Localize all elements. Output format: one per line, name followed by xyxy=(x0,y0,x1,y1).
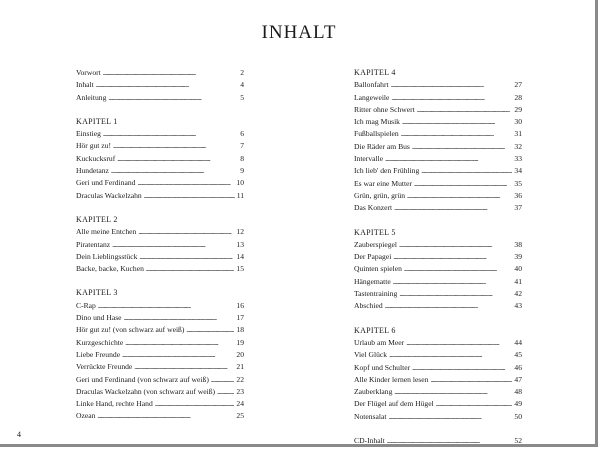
toc-entry xyxy=(354,79,522,91)
dot-leader xyxy=(407,190,512,202)
toc-entry-title: Hundetanz xyxy=(76,166,109,176)
dot-leader xyxy=(186,324,234,336)
toc-entry xyxy=(354,263,522,275)
toc-entry xyxy=(76,251,244,263)
dot-leader xyxy=(406,337,512,349)
dot-leader xyxy=(124,312,235,324)
toc-entry-page: 8 xyxy=(240,153,244,163)
toc-entry xyxy=(76,153,244,165)
toc-entry xyxy=(354,141,522,153)
toc-entry-page: 13 xyxy=(236,239,244,249)
dot-leader xyxy=(103,67,238,79)
toc-entry-page: 12 xyxy=(236,227,244,237)
dot-leader xyxy=(134,361,234,373)
toc-entry-title: Abschied xyxy=(354,301,383,311)
toc-entry xyxy=(76,92,244,104)
dot-leader xyxy=(394,386,512,398)
toc-entry xyxy=(76,312,244,324)
toc-entry xyxy=(354,435,522,447)
dot-leader xyxy=(417,104,513,116)
toc-entry-title: Geri und Ferdinand (von schwarz auf weiß) xyxy=(76,374,209,384)
toc-entry-page: 24 xyxy=(236,399,244,409)
toc-entry xyxy=(76,239,244,251)
toc-entry-page: 45 xyxy=(514,350,522,360)
toc-entry xyxy=(354,288,522,300)
toc-entry-title: Intervalle xyxy=(354,154,384,164)
toc-entry-title: Tastentraining xyxy=(354,289,398,299)
dot-leader xyxy=(389,349,512,361)
dot-leader xyxy=(137,177,234,189)
toc-entry xyxy=(354,202,522,214)
dot-leader xyxy=(125,337,234,349)
toc-entry xyxy=(354,165,522,177)
dot-leader xyxy=(391,79,513,91)
toc-entry-page: 15 xyxy=(236,264,244,274)
toc-entry-page: 2 xyxy=(240,68,244,77)
toc-entry-page: 35 xyxy=(514,178,522,188)
toc-entry-title: Kopf und Schulter xyxy=(354,362,411,372)
toc-entry-page: 43 xyxy=(514,301,522,311)
dot-leader xyxy=(103,128,238,140)
page-title: INHALT xyxy=(261,22,337,43)
toc-entry-page: 17 xyxy=(236,313,244,323)
toc-entry xyxy=(354,349,522,361)
toc-entry-page: 9 xyxy=(240,166,244,176)
toc-entry xyxy=(76,177,244,189)
dot-leader xyxy=(211,374,235,386)
toc-entry xyxy=(76,140,244,152)
dot-leader xyxy=(388,411,512,423)
toc-entry-title: Hängematte xyxy=(354,276,391,286)
toc-entry xyxy=(76,324,244,336)
toc-entry-title: Der Papagei xyxy=(354,252,392,262)
page-number: 4 xyxy=(17,430,21,439)
dot-leader xyxy=(412,362,512,374)
chapter-heading: KAPITEL 6 xyxy=(354,325,396,335)
toc-entry-page: 34 xyxy=(514,166,522,176)
dot-leader xyxy=(146,263,235,275)
chapter-heading: KAPITEL 4 xyxy=(354,68,396,77)
toc-entry-title: Piratentanz xyxy=(76,239,111,249)
toc-entry xyxy=(354,116,522,128)
dot-leader xyxy=(401,128,513,140)
toc-entry-page: 39 xyxy=(514,252,522,262)
toc-entry-page: 42 xyxy=(514,289,522,299)
toc-entry-title: Hör gut zu! (von schwarz auf weiß) xyxy=(76,325,185,335)
toc-entry-title: Es war eine Mutter xyxy=(354,178,412,188)
toc-entry-page: 37 xyxy=(514,203,522,213)
toc-entry-title: Hör gut zu! xyxy=(76,141,112,151)
toc-entry-page: 5 xyxy=(240,92,244,102)
dot-leader xyxy=(436,398,513,410)
toc-entry-title: Inhalt xyxy=(76,80,94,90)
toc-entry-page: 14 xyxy=(236,251,244,261)
toc-entry-title: Dein Lieblingsstück xyxy=(76,251,138,261)
dot-leader xyxy=(402,116,512,128)
toc-entry-page: 52 xyxy=(514,436,522,446)
toc-entry-page: 25 xyxy=(236,411,244,421)
dot-leader xyxy=(217,386,234,398)
toc-entry-page: 40 xyxy=(514,264,522,274)
toc-entry-page: 46 xyxy=(514,362,522,372)
toc-entry-title: Zauberspiegel xyxy=(354,239,398,249)
toc-left-column xyxy=(76,67,244,435)
toc-entry xyxy=(76,67,244,79)
toc-entry-page: 10 xyxy=(236,178,244,188)
toc-entry-page: 50 xyxy=(514,411,522,421)
chapter-heading: KAPITEL 2 xyxy=(76,214,118,224)
toc-entry-page: 19 xyxy=(236,337,244,347)
toc-entry xyxy=(354,300,522,312)
toc-entry-title: Notensalat xyxy=(354,411,387,421)
toc-entry-page: 27 xyxy=(514,80,522,90)
toc-entry-page: 31 xyxy=(514,129,522,139)
toc-entry-title: Ich mag Musik xyxy=(354,117,400,127)
toc-entry xyxy=(76,263,244,275)
toc-entry-title: CD-Inhalt xyxy=(354,436,385,446)
toc-entry-page: 41 xyxy=(514,276,522,286)
toc-entry-title: Die Räder am Bus xyxy=(354,141,410,151)
toc-right-column xyxy=(354,67,522,459)
toc-entry xyxy=(354,239,522,251)
toc-entry-title: Alle Kinder lernen lesen xyxy=(354,374,429,384)
dot-leader xyxy=(430,374,512,386)
toc-entry-title: Viel Glück xyxy=(354,350,388,360)
chapter-heading: KAPITEL 1 xyxy=(76,116,118,126)
toc-entry-title: Quinten spielen xyxy=(354,264,402,274)
dot-leader xyxy=(391,92,512,104)
toc-section xyxy=(354,435,522,447)
toc-entry-page: 18 xyxy=(236,325,244,335)
toc-entry-page: 32 xyxy=(514,141,522,151)
toc-entry-title: Alle meine Entchen xyxy=(76,227,137,237)
dot-leader xyxy=(144,190,235,202)
toc-entry-title: Ozean xyxy=(76,411,96,421)
toc-entry xyxy=(354,104,522,116)
toc-entry xyxy=(354,178,522,190)
toc-entry-title: Fußballspielen xyxy=(354,129,399,139)
toc-section xyxy=(76,116,244,202)
toc-section xyxy=(354,67,522,215)
toc-section xyxy=(76,67,244,104)
toc-entry xyxy=(76,398,244,410)
toc-entry xyxy=(76,349,244,361)
dot-leader xyxy=(394,202,512,214)
dot-leader xyxy=(113,140,238,152)
toc-entry xyxy=(354,374,522,386)
toc-entry-title: Das Konzert xyxy=(354,203,393,213)
toc-entry-page: 4 xyxy=(240,80,244,90)
toc-entry xyxy=(76,226,244,238)
dot-leader xyxy=(138,226,234,238)
toc-entry xyxy=(354,337,522,349)
toc-entry-title: Verrückte Freunde xyxy=(76,362,133,372)
toc-section xyxy=(354,227,522,313)
dot-leader xyxy=(108,92,238,104)
toc-entry-title: Draculas Wackelzahn xyxy=(76,190,142,200)
dot-leader xyxy=(412,141,513,153)
toc-entry-page: 49 xyxy=(514,399,522,409)
toc-section xyxy=(76,214,244,275)
dot-leader xyxy=(385,153,512,165)
toc-entry-page: 22 xyxy=(236,374,244,384)
toc-entry-page: 30 xyxy=(514,117,522,127)
toc-entry xyxy=(76,386,244,398)
toc-entry xyxy=(76,79,244,91)
toc-entry-page: 38 xyxy=(514,239,522,249)
toc-entry xyxy=(76,190,244,202)
dot-leader xyxy=(96,79,238,91)
dot-leader xyxy=(97,410,234,422)
toc-entry-title: Kurzgeschichte xyxy=(76,337,124,347)
toc-entry xyxy=(76,361,244,373)
toc-entry-title: Liebe Freunde xyxy=(76,349,121,359)
toc-entry xyxy=(76,337,244,349)
toc-section xyxy=(354,325,522,423)
chapter-heading: KAPITEL 5 xyxy=(354,227,396,237)
dot-leader xyxy=(393,251,512,263)
toc-entry xyxy=(354,386,522,398)
toc-entry-page: 7 xyxy=(240,141,244,151)
toc-entry xyxy=(76,374,244,386)
toc-entry-title: Der Flügel auf dem Hügel xyxy=(354,399,434,409)
toc-entry-page: 47 xyxy=(514,374,522,384)
toc-entry-title: Zauberklang xyxy=(354,387,393,397)
toc-entry-title: Ritter ohne Schwert xyxy=(354,104,415,114)
toc-entry-title: Einstieg xyxy=(76,129,101,139)
dot-leader xyxy=(399,239,512,251)
toc-entry xyxy=(354,153,522,165)
toc-entry-title: Linke Hand, rechte Hand xyxy=(76,399,153,409)
toc-entry-title: Geri und Ferdinand xyxy=(76,178,136,188)
toc-entry-page: 36 xyxy=(514,190,522,200)
toc-entry xyxy=(76,128,244,140)
toc-entry xyxy=(76,300,244,312)
toc-entry xyxy=(354,398,522,410)
toc-entry-title: Langeweile xyxy=(354,92,390,102)
toc-section xyxy=(76,287,244,422)
dot-leader xyxy=(111,165,238,177)
dot-leader xyxy=(414,178,512,190)
toc-entry xyxy=(354,128,522,140)
toc-entry xyxy=(76,410,244,422)
dot-leader xyxy=(139,251,234,263)
toc-entry-page: 48 xyxy=(514,387,522,397)
toc-entry-title: Ballonfahrt xyxy=(354,80,389,90)
toc-entry-page: 33 xyxy=(514,154,522,164)
toc-entry-title: Draculas Wackelzahn (von schwarz auf weiß) xyxy=(76,386,216,396)
toc-entry xyxy=(354,411,522,423)
dot-leader xyxy=(393,276,513,288)
toc-entry xyxy=(76,165,244,177)
toc-entry-page: 28 xyxy=(514,92,522,102)
toc-entry xyxy=(354,362,522,374)
toc-entry-page: 21 xyxy=(236,362,244,372)
dot-leader xyxy=(385,300,513,312)
dot-leader xyxy=(387,435,513,447)
dot-leader xyxy=(421,165,512,177)
toc-entry-title: Dino und Hase xyxy=(76,313,122,323)
dot-leader xyxy=(122,349,234,361)
dot-leader xyxy=(399,288,512,300)
toc-entry-title: Anleitung xyxy=(76,92,107,102)
dot-leader xyxy=(98,300,235,312)
toc-entry-page: 16 xyxy=(236,300,244,310)
toc-entry-title: Kuckucksruf xyxy=(76,153,116,163)
toc-entry-title: Ich lieb' den Frühling xyxy=(354,166,420,176)
toc-entry-title: Backe, backe, Kuchen xyxy=(76,264,144,274)
dot-leader xyxy=(117,153,238,165)
toc-entry-title: Urlaub am Meer xyxy=(354,337,405,347)
toc-entry xyxy=(354,276,522,288)
toc-entry-page: 29 xyxy=(514,104,522,114)
chapter-heading: KAPITEL 3 xyxy=(76,288,118,298)
toc-entry-title: C-Rap xyxy=(76,300,96,310)
dot-leader xyxy=(155,398,235,410)
toc-entry xyxy=(354,251,522,263)
dot-leader xyxy=(404,263,513,275)
toc-entry xyxy=(354,190,522,202)
toc-entry-page: 11 xyxy=(236,190,244,200)
toc-entry-title: Grün, grün, grün xyxy=(354,190,406,200)
toc-entry-page: 6 xyxy=(240,129,244,139)
toc-entry-page: 20 xyxy=(236,349,244,359)
toc-entry-page: 23 xyxy=(236,386,244,396)
dot-leader xyxy=(112,239,234,251)
toc-entry-title: Vorwort xyxy=(76,68,101,77)
toc-entry-page: 44 xyxy=(514,337,522,347)
toc-entry xyxy=(354,92,522,104)
